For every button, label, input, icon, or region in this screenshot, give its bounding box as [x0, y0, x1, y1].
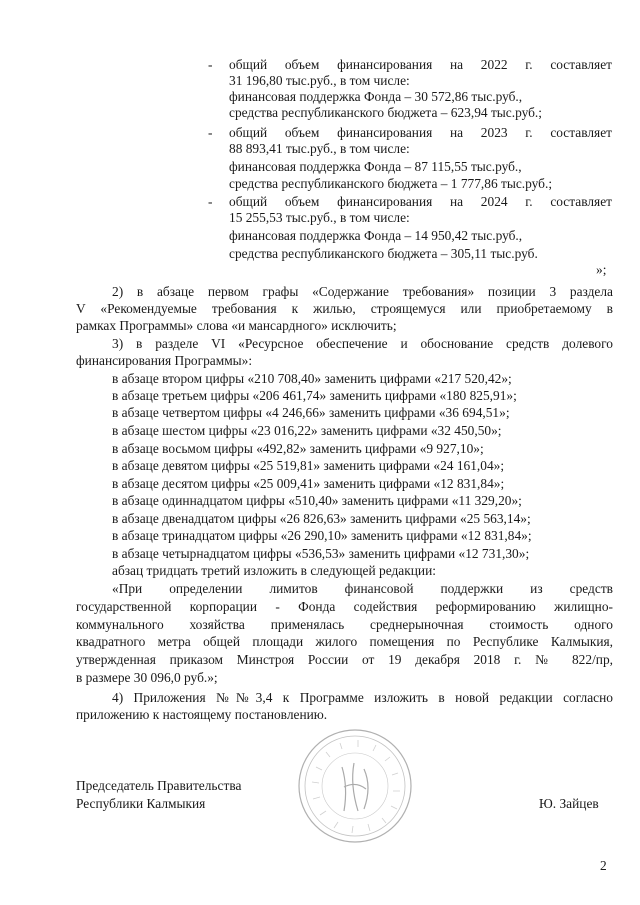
- finance-2024-line3: финансовая поддержка Фонда – 14 950,42 тыс.руб.,: [229, 228, 523, 243]
- finance-2022-line2: 31 196,80 тыс.руб., в том числе:: [229, 73, 410, 88]
- finance-2023-line1: общий объем финансирования на 2023 г. составляет: [229, 125, 612, 140]
- replacement-line: в абзаце шестом цифры «23 016,22» заменить цифрами «32 450,50»;: [112, 423, 502, 438]
- item2-line1: 2) в абзаце первом графы «Содержание требования» позиции 3 раздела: [112, 284, 613, 299]
- quote-line4: квадратного метра общей площади жилого помещения по Республике Калмыкия,: [76, 634, 613, 649]
- replacement-line: в абзаце двенадцатом цифры «26 826,63» заменить цифрами «25 563,14»;: [112, 511, 531, 526]
- quote-line2: государственной корпорации - Фонда содействия реформированию жилищно-: [76, 599, 613, 614]
- item4-line2: приложению к настоящему постановлению.: [76, 707, 328, 722]
- item2-line3: рамках Программы» слова «и мансардного» исключить;: [76, 318, 397, 333]
- quote-line5: утвержденная приказом Минстроя России от 19 декабря 2018 г. № 822/пр,: [76, 652, 613, 667]
- replacement-line: в абзаце четвертом цифры «4 246,66» заменить цифрами «36 694,51»;: [112, 405, 510, 420]
- signatory-name: Ю. Зайцев: [539, 796, 599, 811]
- official-seal-icon: [296, 727, 414, 845]
- finance-2022-line3: финансовая поддержка Фонда – 30 572,86 тыс.руб.,: [229, 89, 523, 104]
- item3-line1: 3) в разделе VI «Ресурсное обеспечение и обоснование средств долевого: [112, 336, 613, 351]
- bullet-dash: -: [208, 125, 213, 140]
- replacement-line: в абзаце девятом цифры «25 519,81» заменить цифрами «24 161,04»;: [112, 458, 505, 473]
- signatory-position-line1: Председатель Правительства: [76, 778, 242, 793]
- bullet-dash: -: [208, 57, 213, 72]
- finance-2022-line1: общий объем финансирования на 2022 г. составляет: [229, 57, 612, 72]
- item2-line2: V «Рекомендуемые требования к жилью, строящемуся или приобретаемому в: [76, 301, 613, 316]
- quote-line6: в размере 30 096,0 руб.»;: [76, 670, 218, 685]
- replacement-line: в абзаце тринадцатом цифры «26 290,10» заменить цифрами «12 831,84»;: [112, 528, 532, 543]
- item4-line1: 4) Приложения №№3,4 к Программе изложить в новой редакции согласно: [112, 690, 613, 705]
- replacement-line: в абзаце одиннадцатом цифры «510,40» заменить цифрами «11 329,20»;: [112, 493, 522, 508]
- page-number: 2: [600, 858, 607, 873]
- bullet-dash: -: [208, 194, 213, 209]
- item3-line2: финансирования Программы»:: [76, 353, 253, 368]
- replacement-line: абзац тридцать третий изложить в следующей редакции:: [112, 563, 436, 578]
- replacement-line: в абзаце десятом цифры «25 009,41» заменить цифрами «12 831,84»;: [112, 476, 505, 491]
- finance-2023-line3: финансовая поддержка Фонда – 87 115,55 тыс.руб.,: [229, 159, 522, 174]
- replacement-line: в абзаце втором цифры «210 708,40» заменить цифрами «217 520,42»;: [112, 371, 512, 386]
- finance-2022-line4: средства республиканского бюджета – 623,94 тыс.руб.;: [229, 105, 543, 120]
- quote-line1: «При определении лимитов финансовой поддержки из средств: [112, 581, 613, 596]
- replacement-line: в абзаце четырнадцатом цифры «536,53» заменить цифрами «12 731,30»;: [112, 546, 530, 561]
- closing-quote: »;: [596, 262, 607, 277]
- finance-2024-line2: 15 255,53 тыс.руб., в том числе:: [229, 210, 410, 225]
- finance-2024-line1: общий объем финансирования на 2024 г. составляет: [229, 194, 612, 209]
- finance-2023-line2: 88 893,41 тыс.руб., в том числе:: [229, 141, 410, 156]
- finance-2024-line4: средства республиканского бюджета – 305,11 тыс.руб.: [229, 246, 538, 261]
- replacement-line: в абзаце третьем цифры «206 461,74» заменить цифрами «180 825,91»;: [112, 388, 517, 403]
- quote-line3: коммунального хозяйства применялась среднерыночная стоимость одного: [76, 617, 613, 632]
- finance-2023-line4: средства республиканского бюджета – 1 777,86 тыс.руб.;: [229, 176, 553, 191]
- replacement-line: в абзаце восьмом цифры «492,82» заменить цифрами «9 927,10»;: [112, 441, 484, 456]
- signatory-position-line2: Республики Калмыкия: [76, 796, 206, 811]
